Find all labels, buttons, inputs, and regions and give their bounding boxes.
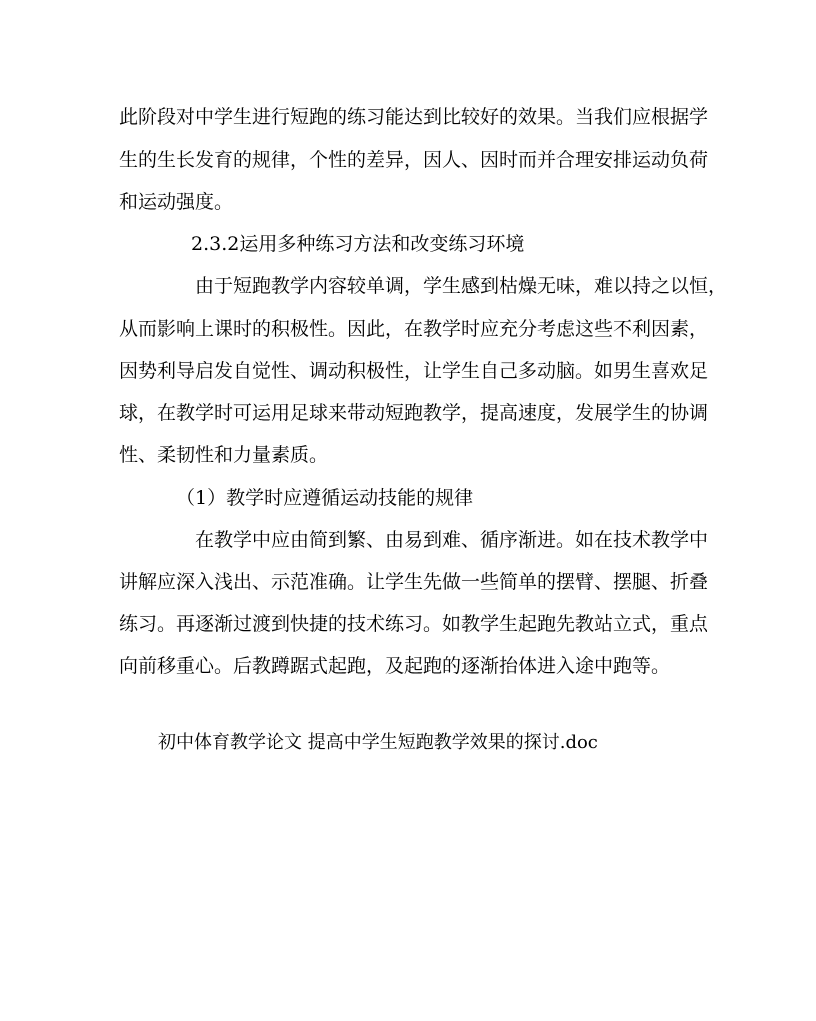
paragraph-line: 性、柔韧性和力量素质。 <box>119 444 329 466</box>
document-footer: 初中体育教学论文 提高中学生短跑教学效果的探讨.doc <box>158 732 598 753</box>
paragraph-line: 讲解应深入浅出、示范准确。让学生先做一些简单的摆臂、摆腿、折叠 <box>119 571 709 593</box>
paragraph-line: 生的生长发育的规律，个性的差异，因人、因时而并合理安排运动负荷 <box>119 149 709 171</box>
paragraph-line: 球，在教学时可运用足球来带动短跑教学，提高速度，发展学生的协调 <box>119 402 709 424</box>
paragraph-line: 练习。再逐渐过渡到快捷的技术练习。如教学生起跑先教站立式，重点 <box>119 613 709 635</box>
paragraph-line: 从而影响上课时的积极性。因此，在教学时应充分考虑这些不利因素， <box>119 318 709 340</box>
subsection-heading: （1）教学时应遵循运动技能的规律 <box>176 487 474 509</box>
paragraph-line: 由于短跑教学内容较单调，学生感到枯燥无味，难以持之以恒， <box>195 275 728 297</box>
paragraph-line: 此阶段对中学生进行短跑的练习能达到比较好的效果。当我们应根据学 <box>119 106 709 128</box>
paragraph-line: 在教学中应由简到繁、由易到难、循序渐进。如在技术教学中 <box>195 529 709 551</box>
paragraph-line: 和运动强度。 <box>119 191 234 213</box>
paragraph-line: 向前移重心。后教蹲踞式起跑，及起跑的逐渐抬体进入途中跑等。 <box>119 655 671 677</box>
section-heading: 2.3.2运用多种练习方法和改变练习环境 <box>191 233 525 255</box>
paragraph-line: 因势利导启发自觉性、调动积极性，让学生自己多动脑。如男生喜欢足 <box>119 360 709 382</box>
